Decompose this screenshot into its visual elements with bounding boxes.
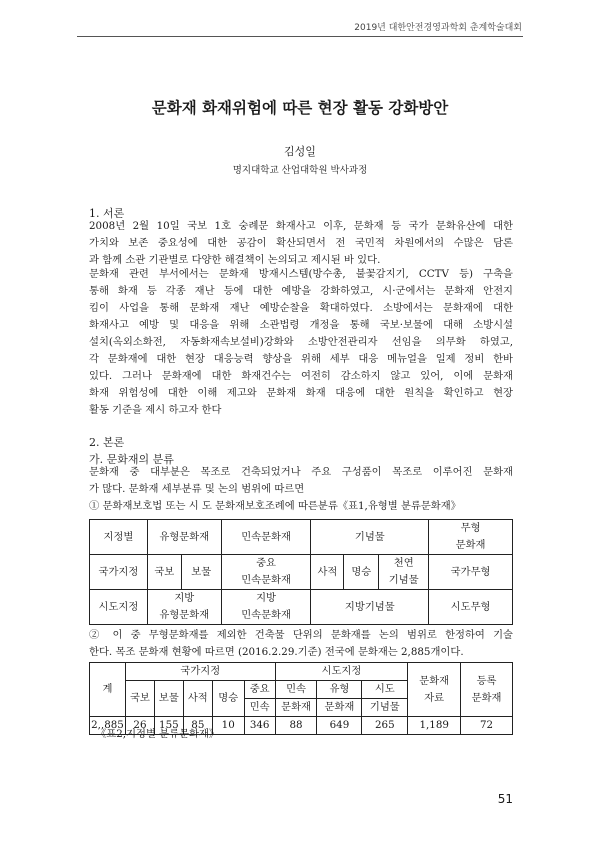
author-name: 김성일 (284, 145, 316, 158)
text-line: 있다. 그러나 문화재에 대한 화재건수는 여전히 감소하지 않고 있어, 이에 문화재 (89, 370, 513, 382)
table-cell: 국보 (147, 555, 181, 590)
text-line: 과 함께 소관 기관별로 다양한 해결책이 논의되고 제시된 바 있다. (89, 254, 381, 266)
table-cell: 국가무형 (429, 555, 513, 590)
table-cell: 72 (461, 717, 513, 735)
table-cell: 649 (317, 717, 362, 735)
classification-table-by-type (89, 519, 513, 625)
table-header-cell: 보물 (154, 681, 183, 717)
table-cell (221, 555, 311, 590)
table-cell: 명승 (344, 555, 379, 590)
text-line: ② 이 중 무형문화재를 제외한 건축물 단위의 문화재를 논의 범위로 한정하여 기술 (89, 629, 513, 641)
cell-line: 문화재 (455, 539, 486, 551)
text-line: 킴이 사업을 통해 문화재 재난 예방순찰을 확대하였다. 소방에서는 문화재에 대한 (89, 302, 513, 314)
table-header-cell (408, 663, 461, 717)
text-line: 활동 기준을 제시 하고자 한다 (89, 404, 222, 416)
table-header-cell: 명승 (212, 681, 244, 717)
text-line: ① 문화재보호법 또는 시 도 문화재보호조례에 따른분류《표1,유형별 분류문화재》 (89, 500, 461, 512)
table-header-cell: 중요 (244, 681, 275, 699)
table-header-cell: 계 (90, 663, 126, 717)
text-line: 문화재 중 대부분은 목조로 건축되었거나 주요 구성품이 목조로 이루어진 문화재 (89, 466, 513, 478)
text-line: 한다. 목조 문화재 현황에 따르면 (2016.2.29.기준) 전국에 문화재는 2,885개이다. (89, 646, 464, 658)
table-cell: 346 (244, 717, 275, 735)
table-header-cell: 지정별 (90, 520, 148, 555)
table-caption: 《표2,지정별 분류문화재》 (96, 728, 220, 740)
cell-line: 천연 (393, 557, 414, 569)
table-header-cell (461, 663, 513, 717)
body-paragraph-2 (89, 627, 513, 661)
table-cell: 국가지정 (90, 555, 148, 590)
table-cell: 보물 (181, 555, 221, 590)
cell-line: 유형문화재 (159, 609, 210, 621)
table-cell: 26 (125, 717, 154, 735)
text-line: 2008년 2월 10일 국보 1호 숭례문 화재사고 이후, 문화재 등 국가 문화유산에 대한 (89, 220, 513, 232)
table-header-cell: 시도지정 (275, 663, 408, 681)
table-cell: 155 (154, 717, 183, 735)
table-header-cell: 유형문화재 (147, 520, 221, 555)
table-cell (221, 590, 311, 625)
table-cell (379, 555, 429, 590)
table-header-cell: 문화재 (317, 699, 362, 717)
cell-line: 등록 (476, 674, 497, 687)
table-header-cell (429, 520, 513, 555)
header-rule (77, 36, 523, 37)
table-header-cell: 민속 (244, 699, 275, 717)
section-heading-introduction: 1. 서론 (89, 207, 125, 220)
cell-line: 중요 (256, 557, 277, 569)
table-cell: 시도지정 (90, 590, 148, 625)
table-cell: 10 (212, 717, 244, 735)
table-cell: 지방기념물 (311, 590, 429, 625)
text-line: 문화재 관련 부서에서는 문화재 방재시스템(방수총, 불꽃감지기, CCTV 등) 구축을 (89, 268, 513, 280)
body-paragraph-1 (89, 464, 513, 515)
subsection-heading-classification: 가. 문화재의 분류 (89, 453, 174, 466)
text-line: 화재사고 예방 및 대응을 위해 소관법령 개정을 통해 국보·보물에 대해 소방시설 (89, 319, 513, 331)
page-number: 51 (497, 792, 513, 806)
text-line: 설치(옥외소화전, 자동화재속보설비)강화와 소방안전관리자 선임을 의무화 하였고, (89, 336, 513, 348)
cell-line: 지방 (174, 592, 195, 604)
text-line: 가치와 보존 중요성에 대한 공감이 확산되면서 전 국민적 차원에서의 수많은 담론 (89, 237, 513, 249)
author-affiliation: 명지대학교 산업대학원 박사과정 (232, 165, 368, 176)
cell-line: 문화재 (419, 674, 450, 687)
table-cell: 88 (275, 717, 317, 735)
table-header-cell: 사적 (183, 681, 212, 717)
cell-line: 기념물 (388, 574, 419, 586)
cell-line: 자료 (424, 691, 445, 704)
conference-header: 2019년 대한안전경영과학회 춘계학술대회 (354, 23, 522, 33)
cell-line: 지방 (256, 592, 277, 604)
paper-title: 문화재 화재위험에 따른 현장 활동 강화방안 (151, 98, 449, 117)
table-cell: 2,,885 (90, 717, 126, 735)
table-cell: 사적 (311, 555, 344, 590)
cell-line: 민속문화재 (241, 609, 291, 621)
text-line: 각 문화재에 대한 현장 대응능력 향상을 위해 세부 대응 메뉴얼을 일제 정비 한바 (89, 353, 513, 365)
table-header-cell: 문화재 (275, 699, 317, 717)
table-cell: 265 (362, 717, 408, 735)
table-header-cell: 국보 (125, 681, 154, 717)
table-header-cell: 민속문화재 (221, 520, 311, 555)
table-cell: 시도무형 (429, 590, 513, 625)
text-line: 화재 위험성에 대한 이해 제고와 문화재 화재 대응에 대한 원칙을 확인하고 현장 (89, 387, 513, 399)
intro-paragraph-1 (89, 218, 513, 269)
text-line: 가 많다. 문화재 세부분류 및 논의 범위에 따르면 (89, 483, 305, 495)
table-header-cell: 민속 (275, 681, 317, 699)
cell-line: 문화재 (471, 691, 502, 704)
text-line: 통해 화재 등 각종 재난 등에 대한 예방을 강화하였고, 시·군에서는 문화재 안전지 (89, 285, 513, 297)
table-cell (147, 590, 221, 625)
table-header-cell: 시도 (362, 681, 408, 699)
section-heading-body: 2. 본론 (89, 436, 125, 449)
intro-paragraph-2 (89, 266, 513, 419)
table-cell: 85 (183, 717, 212, 735)
table-header-cell: 국가지정 (125, 663, 275, 681)
table-header-cell: 유형 (317, 681, 362, 699)
table-header-cell: 기념물 (311, 520, 429, 555)
cell-line: 민속문화재 (241, 574, 291, 586)
table-cell: 1,189 (408, 717, 461, 735)
cell-line: 무형 (460, 522, 481, 534)
table-header-cell: 기념물 (362, 699, 408, 717)
